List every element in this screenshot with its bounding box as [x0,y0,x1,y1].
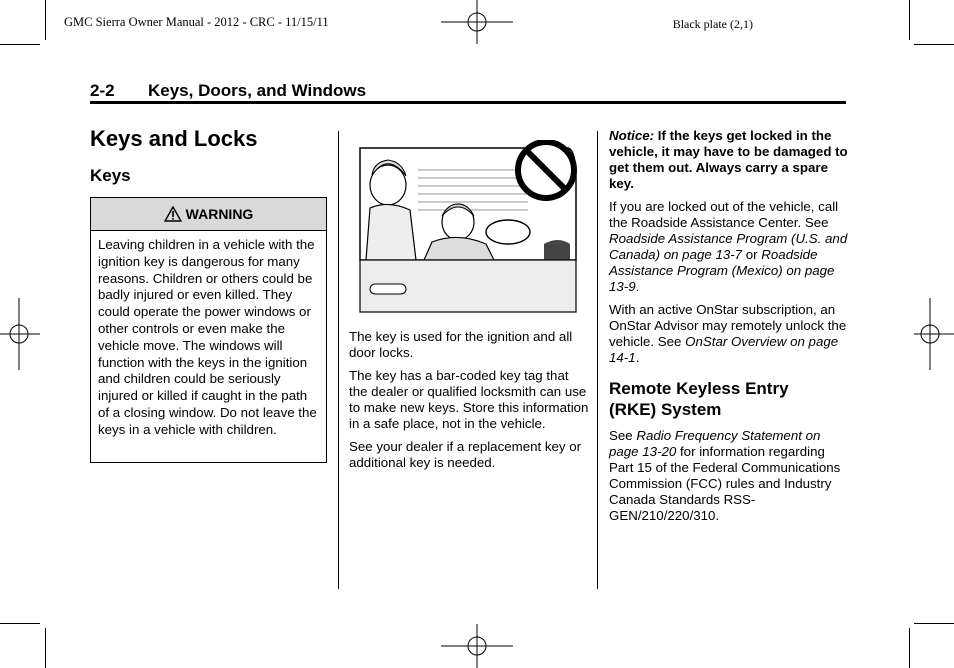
text-run: . [635,279,640,294]
rke-text [609,428,849,531]
right-text [609,128,849,373]
text-run: With an active OnStar subscription, an OnStar Advisor may remotely unlock the vehicle. See [609,302,847,349]
paragraph: The key is used for the ignition and all door locks. [349,329,573,360]
notice-label: Notice: [609,128,655,143]
section-header [90,81,846,101]
crop-mark [0,623,40,624]
crop-mark [909,0,910,40]
notice-text: If the keys get locked in the vehicle, it may have to be damaged to get them out. Always carry a spare key. [609,128,848,191]
warning-text: Leaving children in a vehicle with the ignition key is dangerous for many reasons. Children or others could be badly injured or even killed. They could operate the power windows or other controls or even make the vehicle move. The windows will function with the keys in the ignition and children could be seriously injured or killed if caught in the path of a closing window. Do not leave the keys in a vehicle with children. [98,237,317,437]
crop-mark [914,623,954,624]
crop-mark [45,0,46,40]
section-rule [90,101,846,104]
middle-text [349,329,589,478]
onstar-paragraph [609,302,849,366]
registration-mark-icon [441,622,513,668]
text-run: for information regarding Part 15 of the Federal Communications Commission (FCC) rules and Industry Canada Standards RSS-GEN/210/220/310. [609,444,841,523]
registration-mark-icon [441,0,513,48]
column-divider [338,131,339,589]
plate-label: Black plate (2,1) [672,17,753,31]
rke-paragraph [609,428,849,524]
registration-mark-icon [0,298,40,370]
prohibition-sign-icon [518,142,574,198]
children-in-vehicle-illustration [358,140,580,315]
keys-heading: Keys [90,166,131,185]
page-heading: Keys and Locks [90,126,258,151]
warning-triangle-icon [164,206,182,222]
crop-mark [0,44,40,45]
crop-mark [45,628,46,668]
cross-reference-link[interactable]: Radio Frequency Statement on page 13-20 [609,428,821,459]
rke-heading: Remote Keyless Entry (RKE) System [609,379,789,419]
text-run: . [635,350,640,365]
registration-mark-icon [914,298,954,370]
notice [609,128,849,192]
paragraph: The key has a bar-coded key tag that the dealer or qualified locksmith can use to make new keys. Store this information in a safe place, not in the vehicle. [349,368,589,431]
paragraph: See your dealer if a replacement key or additional key is needed. [349,439,582,470]
crop-mark [909,628,910,668]
cross-reference-link[interactable]: OnStar Overview on page 14-1 [609,334,839,365]
section-title: Keys, Doors, and Windows [148,81,367,100]
crop-mark [914,44,954,45]
text-run: If you are locked out of the vehicle, call the Roadside Assistance Center. See [609,199,839,230]
lockout-paragraph [609,199,849,295]
cross-reference-link[interactable]: Roadside Assistance Program (Mexico) on page 13-9 [609,247,835,294]
column-divider [597,131,598,589]
section-number: 2-2 [90,81,115,100]
cross-reference-link[interactable]: Roadside Assistance Program (U.S. and Canada) on page 13-7 [609,231,848,262]
text-run: See [609,428,637,443]
warning-header [91,198,326,231]
manual-title: GMC Sierra Owner Manual - 2012 - CRC - 11/15/11 [64,15,329,29]
text-run: or [742,247,762,262]
warning-box [90,197,327,463]
warning-label: WARNING [185,206,254,222]
